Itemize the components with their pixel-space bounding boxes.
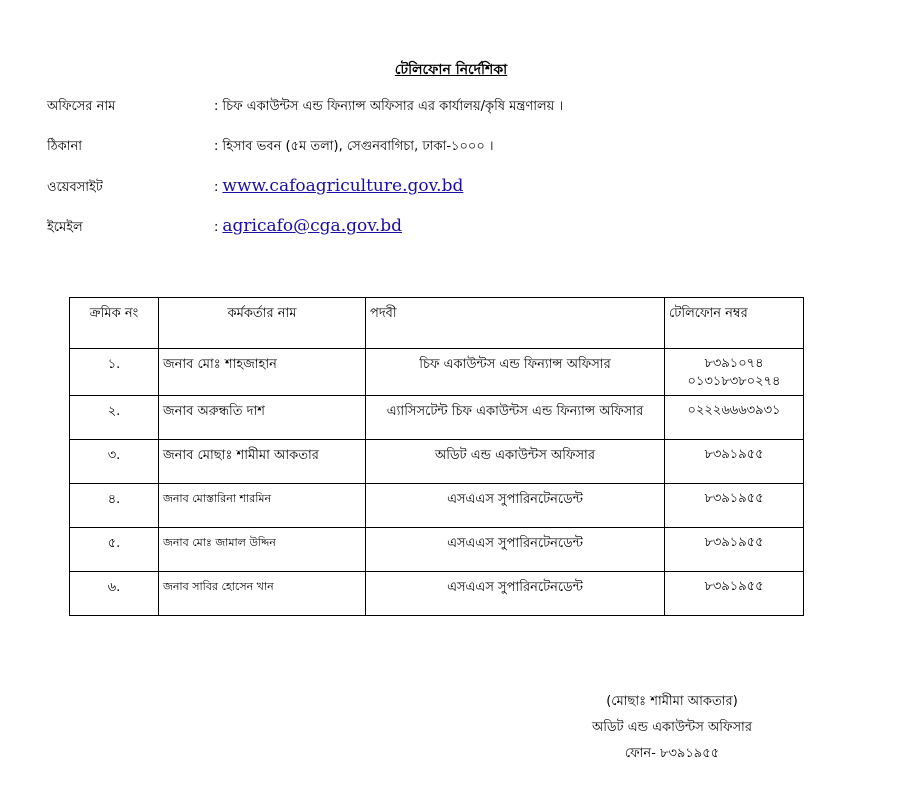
header-name: কর্মকর্তার নাম — [159, 298, 366, 349]
row-serial: ৫. — [70, 528, 159, 572]
page-title — [0, 58, 902, 82]
table-row — [70, 484, 804, 528]
table-row — [70, 572, 804, 616]
info-row-address — [47, 137, 494, 159]
row-post: এ্যাসিসটেন্ট চিফ একাউন্টস এন্ড ফিন্যান্স অফিসার — [366, 396, 665, 440]
row-serial: ৬. — [70, 572, 159, 616]
row-phone-primary: ৮৩৯১৯৫৫ — [704, 491, 764, 506]
row-post: এসএএস সুপারিনটেনডেন্ট — [366, 484, 665, 528]
row-phone-secondary: ০১৩১৮৩৮০২৭৪ — [687, 374, 781, 389]
email-link[interactable]: agricafo@cga.gov.bd — [222, 216, 402, 236]
website-link[interactable]: www.cafoagriculture.gov.bd — [222, 176, 464, 196]
address-colon: : — [214, 139, 219, 154]
signature-phone: ফোন- ৮৩৯১৯৫৫ — [624, 746, 720, 761]
table-row — [70, 396, 804, 440]
website-colon: : — [214, 180, 219, 195]
email-label: ইমেইল — [47, 220, 83, 235]
email-colon: : — [214, 220, 219, 235]
page-title-text: টেলিফোন নির্দেশিকা — [394, 62, 508, 78]
row-phone-primary: ৮৩৯১৯৫৫ — [704, 535, 764, 550]
row-phone-primary: ৮৩৯১৯৫৫ — [704, 447, 764, 462]
info-row-email — [47, 216, 402, 238]
row-phone — [665, 528, 804, 572]
row-post: চিফ একাউন্টস এন্ড ফিন্যান্স অফিসার — [366, 349, 665, 396]
row-name: জনাব সাবির হোসেন খান — [159, 572, 366, 616]
row-phone-primary: ৮৩৯১৯৫৫ — [704, 579, 764, 594]
row-serial: ২. — [70, 396, 159, 440]
row-serial: ১. — [70, 349, 159, 396]
header-phone: টেলিফোন নম্বর — [665, 298, 804, 349]
row-serial: ৪. — [70, 484, 159, 528]
header-serial: ক্রমিক নং — [70, 298, 159, 349]
row-phone — [665, 396, 804, 440]
header-post: পদবী — [366, 298, 665, 349]
row-phone — [665, 484, 804, 528]
row-phone — [665, 440, 804, 484]
row-name: জনাব অরুন্ধতি দাশ — [159, 396, 366, 440]
row-name: জনাব মোঃ শাহজাহান — [159, 349, 366, 396]
row-post: এসএএস সুপারিনটেনডেন্ট — [366, 528, 665, 572]
telephone-directory-table — [69, 297, 804, 616]
table-header-row — [70, 298, 804, 349]
table-row — [70, 349, 804, 396]
row-serial: ৩. — [70, 440, 159, 484]
office-value: চিফ একাউন্টস এন্ড ফিন্যান্স অফিসার এর কার্যালয়/কৃষি মন্ত্রণালয় । — [222, 99, 564, 114]
row-name: জনাব মোস্তারিনা শারমিন — [159, 484, 366, 528]
address-label: ঠিকানা — [47, 139, 83, 154]
signature-designation: অডিট এন্ড একাউন্টস অফিসার — [592, 720, 752, 735]
row-post: অডিট এন্ড একাউন্টস অফিসার — [366, 440, 665, 484]
info-row-office — [47, 97, 563, 119]
office-label: অফিসের নাম — [47, 99, 116, 114]
row-phone-primary: ৮৩৯১০৭৪ — [704, 356, 764, 371]
row-phone — [665, 349, 804, 396]
address-value: হিসাব ভবন (৫ম তলা), সেগুনবাগিচা, ঢাকা-১০০০ । — [222, 139, 494, 154]
table-row — [70, 440, 804, 484]
row-name: জনাব মোঃ জামাল উদ্দিন — [159, 528, 366, 572]
info-row-website — [47, 176, 463, 198]
row-post: এসএএস সুপারিনটেনডেন্ট — [366, 572, 665, 616]
website-label: ওয়েবসাইট — [47, 180, 103, 195]
row-phone — [665, 572, 804, 616]
row-name: জনাব মোছাঃ শামীমা আকতার — [159, 440, 366, 484]
office-colon: : — [214, 99, 219, 114]
row-phone-primary: ০২২২৬৬৬৩৯৩১ — [687, 403, 781, 418]
signature-name: (মোছাঃ শামীমা আকতার) — [606, 694, 738, 709]
table-row — [70, 528, 804, 572]
